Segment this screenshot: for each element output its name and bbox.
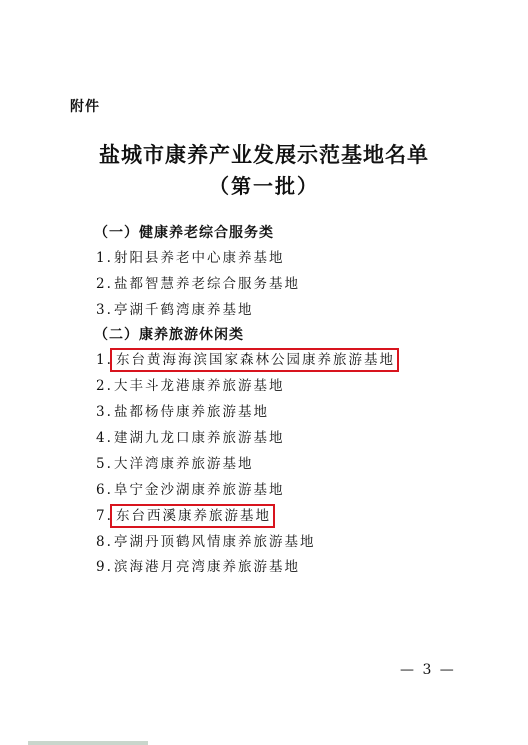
item-number: 5. bbox=[96, 456, 113, 472]
item-text: 盐都杨侍康养旅游基地 bbox=[114, 404, 269, 420]
item-text: 阜宁金沙湖康养旅游基地 bbox=[114, 482, 285, 498]
list-item bbox=[96, 506, 271, 526]
item-number: 9. bbox=[96, 559, 113, 575]
list-item bbox=[96, 248, 285, 268]
item-text: 建湖九龙口康养旅游基地 bbox=[114, 430, 285, 446]
list-item bbox=[96, 454, 254, 474]
list-item bbox=[96, 532, 316, 552]
item-number: 8. bbox=[96, 534, 113, 550]
item-text-highlighted: 东台黄海海滨国家森林公园康养旅游基地 bbox=[116, 352, 395, 368]
item-number: 1. bbox=[96, 352, 113, 368]
list-item bbox=[96, 300, 254, 320]
item-number: 6. bbox=[96, 482, 113, 498]
list-item bbox=[96, 557, 300, 577]
item-number: 2. bbox=[96, 378, 113, 394]
list-item bbox=[96, 350, 395, 370]
list-item bbox=[96, 376, 285, 396]
item-number: 1. bbox=[96, 250, 113, 266]
section-heading-elderly-care: （一）健康养老综合服务类 bbox=[94, 225, 274, 241]
page-number: — 3 — bbox=[400, 662, 456, 678]
item-number: 3. bbox=[96, 302, 113, 318]
item-number: 3. bbox=[96, 404, 113, 420]
page-subtitle: （第一批） bbox=[209, 174, 319, 198]
section-heading-health-tourism: （二）康养旅游休闲类 bbox=[94, 327, 244, 343]
item-number: 7. bbox=[96, 508, 113, 524]
item-text: 亭湖丹顶鹤风情康养旅游基地 bbox=[114, 534, 316, 550]
page-title: 盐城市康养产业发展示范基地名单 bbox=[99, 143, 429, 167]
item-text: 亭湖千鹤湾康养基地 bbox=[114, 302, 254, 318]
list-item bbox=[96, 480, 285, 500]
item-number: 2. bbox=[96, 276, 113, 292]
list-item bbox=[96, 274, 300, 294]
item-text: 盐都智慧养老综合服务基地 bbox=[114, 276, 300, 292]
item-number: 4. bbox=[96, 430, 113, 446]
list-item bbox=[96, 428, 285, 448]
scan-edge-mark bbox=[28, 741, 148, 745]
item-text: 滨海港月亮湾康养旅游基地 bbox=[114, 559, 300, 575]
attachment-label: 附件 bbox=[70, 99, 100, 115]
list-item bbox=[96, 402, 269, 422]
item-text: 大丰斗龙港康养旅游基地 bbox=[114, 378, 285, 394]
item-text: 射阳县养老中心康养基地 bbox=[114, 250, 285, 266]
item-text-highlighted: 东台西溪康养旅游基地 bbox=[116, 508, 271, 524]
item-text: 大洋湾康养旅游基地 bbox=[114, 456, 254, 472]
